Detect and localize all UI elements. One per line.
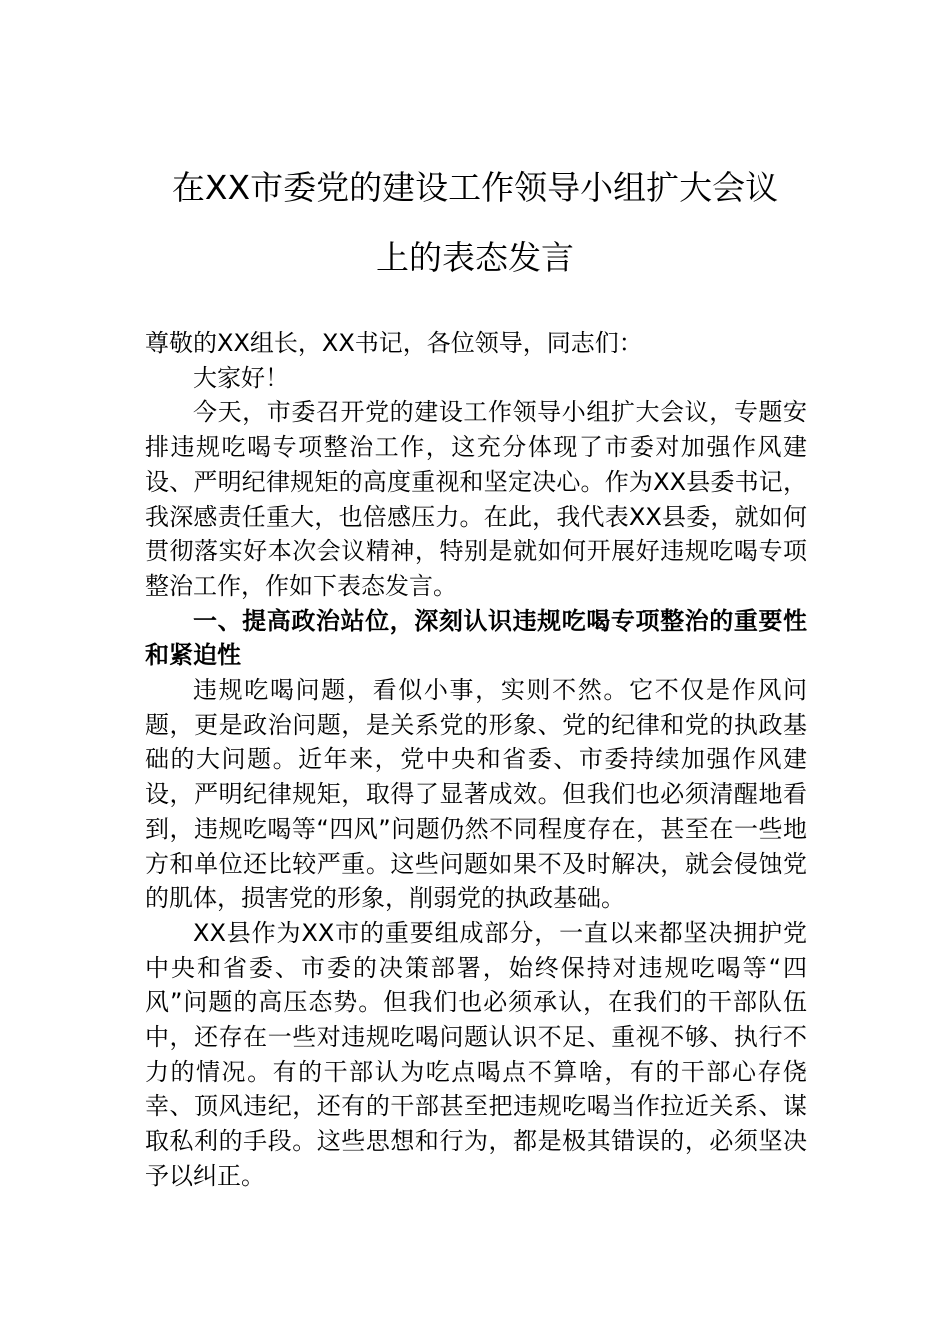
- greeting: 大家好！: [193, 363, 289, 392]
- document-body: [145, 326, 807, 1194]
- document-title-line2: 上的表态发言: [376, 238, 574, 277]
- paragraph-body-1: 违规吃喝问题，看似小事，实则不然。它不仅是作风问题，更是政治问题，是关系党的形象、党的纪律和党的执政基础的大问题。近年来，党中央和省委、市委持续加强作风建设，严明纪律规矩，取得了显著成效。但我们也必须清醒地看到，违规吃喝等“四风”问题仍然不同程度存在，甚至在一些地方和单位还比较严重。这些问题如果不及时解决，就会侵蚀党的肌体，损害党的形象，削弱党的执政基础。: [145, 676, 807, 913]
- paragraph-body-2: XX县作为XX市的重要组成部分，一直以来都坚决拥护党中央和省委、市委的决策部署，始终保持对违规吃喝等“四风”问题的高压态势。但我们也必须承认，在我们的干部队伍中，还存在一些对违规吃喝问题认识不足、重视不够、执行不力的情况。有的干部认为吃点喝点不算啥，有的干部心存侥幸、顶风违纪，还有的干部甚至把违规吃喝当作拉近关系、谋取私利的手段。这些思想和行为，都是极其错误的，必须坚决予以纠正。: [145, 918, 807, 1190]
- document-title-line1: 在XX市委党的建设工作领导小组扩大会议: [171, 168, 779, 207]
- paragraph-intro: 今天，市委召开党的建设工作领导小组扩大会议，专题安排违规吃喝专项整治工作，这充分体现了市委对加强作风建设、严明纪律规矩的高度重视和坚定决心。作为XX县委书记，我深感责任重大，也倍感压力。在此，我代表XX县委，就如何贯彻落实好本次会议精神，特别是就如何开展好违规吃喝专项整治工作，作如下表态发言。: [145, 398, 807, 600]
- salutation: 尊敬的XX组长，XX书记，各位领导，同志们：: [145, 329, 643, 357]
- section-heading-1: 一、提高政治站位，深刻认识违规吃喝专项整治的重要性和紧迫性: [145, 606, 807, 670]
